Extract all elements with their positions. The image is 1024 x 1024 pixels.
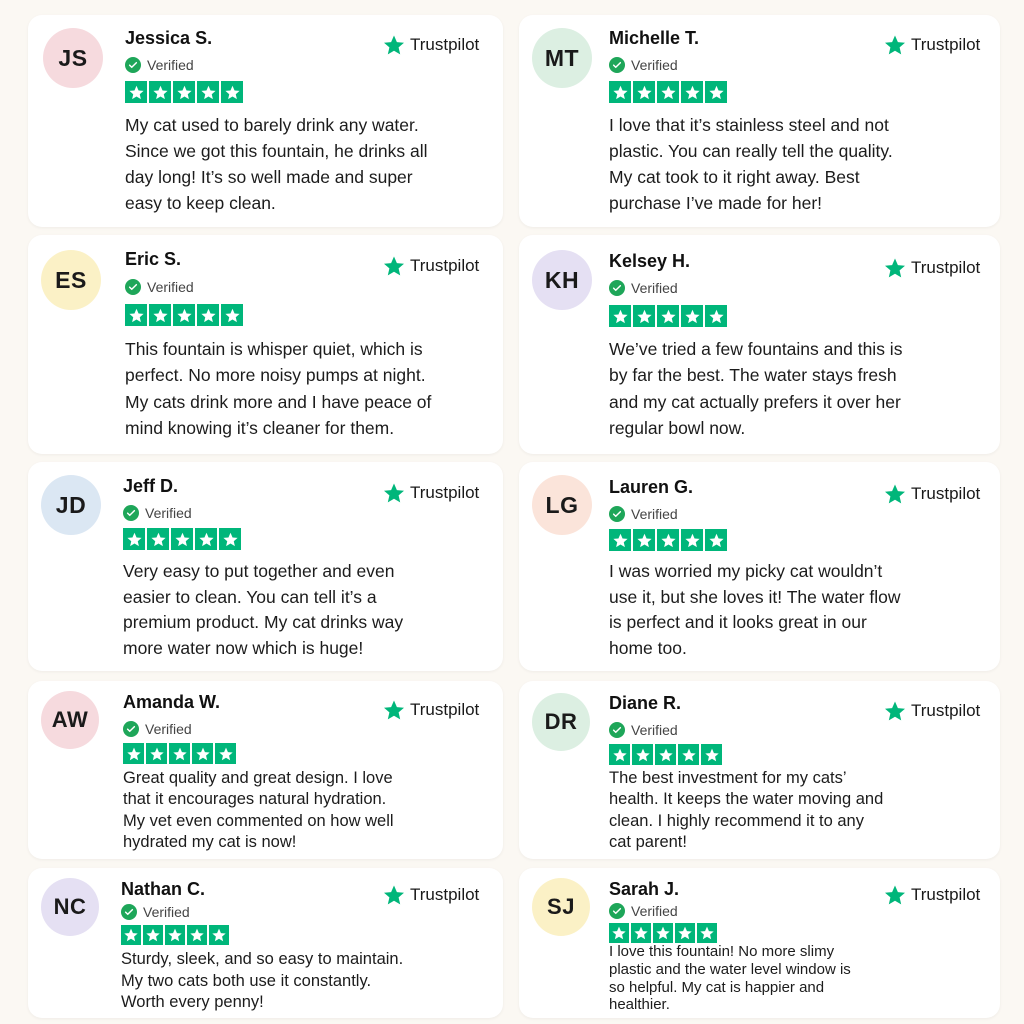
star-icon: [657, 305, 679, 327]
avatar: JD: [41, 475, 101, 535]
review-line: health. It keeps the water moving and: [609, 790, 884, 809]
verified-label: Verified: [147, 279, 194, 295]
star-icon: [192, 743, 213, 764]
review-text: [125, 112, 428, 216]
review-text: [609, 559, 900, 662]
review-text: [123, 559, 403, 662]
verified-badge: [609, 903, 678, 919]
star-icon: [675, 923, 695, 943]
verified-label: Verified: [145, 721, 192, 737]
star-icon: [678, 744, 699, 765]
star-icon: [705, 529, 727, 551]
trustpilot-label: Trustpilot: [911, 701, 981, 720]
reviewer-name: Michelle T.: [609, 28, 700, 48]
check-circle-icon: [609, 506, 625, 522]
verified-label: Verified: [147, 57, 194, 73]
avatar: NC: [41, 878, 99, 936]
star-rating: [123, 528, 241, 550]
star-icon: [657, 529, 679, 551]
review-text: [609, 336, 902, 441]
review-line: I love that it’s stainless steel and not: [609, 115, 889, 135]
verified-label: Verified: [631, 722, 678, 738]
review-line: regular bowl now.: [609, 417, 746, 438]
trustpilot-star-icon: [883, 33, 907, 57]
review-line: My vet even commented on how well: [123, 811, 394, 830]
verified-badge: [125, 57, 194, 73]
check-circle-icon: [609, 57, 625, 73]
star-icon: [197, 81, 219, 103]
check-circle-icon: [125, 279, 141, 295]
star-icon: [681, 305, 703, 327]
review-line: My cat took to it right away. Best: [609, 167, 860, 187]
review-line: home too.: [609, 638, 687, 659]
verified-label: Verified: [631, 280, 678, 296]
trustpilot-label: Trustpilot: [911, 885, 981, 904]
trustpilot-star-icon: [883, 256, 907, 280]
trustpilot-star-icon: [883, 883, 907, 907]
review-line: Sturdy, sleek, and so easy to maintain.: [121, 950, 404, 968]
trustpilot-star-icon: [883, 482, 907, 506]
check-circle-icon: [609, 280, 625, 296]
trustpilot-star-icon: [382, 698, 406, 722]
star-rating: [609, 529, 727, 551]
trustpilot-label: Trustpilot: [410, 700, 480, 719]
check-circle-icon: [123, 505, 139, 521]
trustpilot-star-icon: [382, 883, 406, 907]
trustpilot-logo: [883, 256, 980, 280]
avatar: LG: [532, 475, 592, 535]
reviewer-name: Jeff D.: [123, 476, 179, 496]
verified-label: Verified: [631, 506, 678, 522]
star-icon: [146, 743, 167, 764]
review-text: [609, 768, 883, 853]
star-icon: [125, 81, 147, 103]
check-circle-icon: [125, 57, 141, 73]
star-icon: [143, 925, 163, 945]
reviewer-name: Nathan C.: [121, 879, 206, 899]
review-line: Since we got this fountain, he drinks all: [125, 141, 428, 161]
trustpilot-logo: [883, 883, 980, 907]
star-rating: [125, 304, 243, 326]
star-icon: [221, 81, 243, 103]
review-line: and my cat actually prefers it over her: [609, 391, 901, 412]
trustpilot-label: Trustpilot: [410, 256, 480, 275]
trustpilot-logo: [883, 33, 980, 57]
verified-badge: [123, 721, 192, 737]
trustpilot-star-icon: [883, 699, 907, 723]
star-rating: [609, 923, 717, 943]
trustpilot-logo: [382, 698, 479, 722]
review-line: easy to keep clean.: [125, 193, 276, 213]
review-line: plastic. You can really tell the quality.: [609, 141, 893, 161]
review-line: cat parent!: [609, 832, 687, 851]
review-line: easier to clean. You can tell it’s a: [123, 586, 377, 607]
star-icon: [215, 743, 236, 764]
avatar: ES: [41, 250, 101, 310]
star-icon: [705, 305, 727, 327]
star-rating: [125, 81, 243, 103]
avatar: MT: [532, 28, 592, 88]
review-text: [609, 943, 851, 1014]
star-icon: [209, 925, 229, 945]
avatar: DR: [532, 693, 590, 751]
review-line: mind knowing it’s cleaner for them.: [125, 417, 395, 438]
star-icon: [697, 923, 717, 943]
review-line: I love this fountain! No more slimy: [609, 943, 835, 960]
star-icon: [149, 81, 171, 103]
review-line: purchase I’ve made for her!: [609, 193, 823, 213]
review-line: is perfect and it looks great in our: [609, 612, 867, 633]
star-icon: [187, 925, 207, 945]
review-line: premium product. My cat drinks way: [123, 612, 404, 633]
check-circle-icon: [609, 722, 625, 738]
check-circle-icon: [121, 904, 137, 920]
check-circle-icon: [609, 903, 625, 919]
trustpilot-star-icon: [382, 33, 406, 57]
star-icon: [609, 529, 631, 551]
review-text: [125, 336, 431, 441]
star-icon: [609, 81, 631, 103]
star-icon: [705, 81, 727, 103]
star-icon: [125, 304, 147, 326]
review-line: My two cats both use it constantly.: [121, 971, 372, 990]
star-rating: [121, 925, 229, 945]
star-icon: [219, 528, 241, 550]
trustpilot-logo: [382, 33, 479, 57]
trustpilot-star-icon: [382, 481, 406, 505]
review-line: Worth every penny!: [121, 993, 264, 1012]
star-icon: [653, 923, 673, 943]
review-line: use it, but she loves it! The water flow: [609, 586, 901, 607]
verified-badge: [125, 279, 194, 295]
verified-badge: [609, 57, 678, 73]
star-icon: [147, 528, 169, 550]
reviewer-name: Diane R.: [609, 693, 682, 713]
star-rating: [123, 743, 236, 764]
star-icon: [173, 81, 195, 103]
star-icon: [633, 529, 655, 551]
review-line: My cats drink more and I have peace of: [125, 391, 432, 412]
avatar: KH: [532, 250, 592, 310]
star-rating: [609, 305, 727, 327]
verified-badge: [123, 505, 192, 521]
trustpilot-label: Trustpilot: [911, 484, 981, 503]
star-icon: [609, 744, 630, 765]
review-line: hydrated my cat is now!: [123, 832, 297, 851]
star-icon: [123, 743, 144, 764]
star-icon: [609, 305, 631, 327]
review-line: This fountain is whisper quiet, which is: [125, 339, 423, 359]
review-line: Very easy to put together and even: [123, 561, 395, 581]
review-line: Great quality and great design. I love: [123, 769, 393, 787]
review-line: by far the best. The water stays fresh: [609, 365, 897, 386]
star-icon: [173, 304, 195, 326]
verified-badge: [609, 506, 678, 522]
star-icon: [657, 81, 679, 103]
review-line: The best investment for my cats’: [609, 769, 847, 787]
avatar: AW: [41, 691, 99, 749]
star-icon: [195, 528, 217, 550]
star-icon: [121, 925, 141, 945]
review-line: We’ve tried a few fountains and this is: [609, 339, 903, 359]
trustpilot-label: Trustpilot: [911, 258, 981, 277]
review-line: healthier.: [609, 996, 670, 1014]
trustpilot-label: Trustpilot: [410, 885, 480, 904]
review-text: [609, 112, 893, 216]
trustpilot-label: Trustpilot: [410, 35, 480, 54]
star-icon: [655, 744, 676, 765]
star-rating: [609, 81, 727, 103]
star-icon: [149, 304, 171, 326]
avatar: JS: [43, 28, 103, 88]
trustpilot-star-icon: [382, 254, 406, 278]
verified-badge: [609, 722, 678, 738]
star-icon: [633, 305, 655, 327]
reviewer-name: Sarah J.: [609, 879, 680, 899]
star-icon: [197, 304, 219, 326]
star-icon: [169, 743, 190, 764]
trustpilot-logo: [382, 254, 479, 278]
star-icon: [632, 744, 653, 765]
trustpilot-logo: [382, 883, 479, 907]
reviewer-name: Kelsey H.: [609, 251, 691, 271]
review-text: [121, 949, 403, 1014]
trustpilot-logo: [883, 699, 980, 723]
verified-label: Verified: [631, 903, 678, 919]
reviewer-name: Amanda W.: [123, 692, 221, 712]
review-line: My cat used to barely drink any water.: [125, 115, 419, 135]
star-icon: [609, 923, 629, 943]
star-icon: [701, 744, 722, 765]
trustpilot-logo: [382, 481, 479, 505]
star-icon: [123, 528, 145, 550]
star-icon: [633, 81, 655, 103]
star-icon: [681, 529, 703, 551]
reviewer-name: Jessica S.: [125, 28, 213, 48]
star-icon: [165, 925, 185, 945]
review-line: I was worried my picky cat wouldn’t: [609, 561, 883, 581]
review-line: clean. I highly recommend it to any: [609, 811, 864, 830]
check-circle-icon: [123, 721, 139, 737]
avatar: SJ: [532, 878, 590, 936]
review-line: that it encourages natural hydration.: [123, 790, 387, 809]
trustpilot-logo: [883, 482, 980, 506]
star-icon: [221, 304, 243, 326]
verified-label: Verified: [631, 57, 678, 73]
review-line: plastic and the water level window is: [609, 960, 851, 978]
review-text: [123, 768, 394, 853]
review-line: so helpful. My cat is happier and: [609, 978, 825, 996]
review-line: perfect. No more noisy pumps at night.: [125, 365, 426, 386]
trustpilot-label: Trustpilot: [911, 35, 981, 54]
review-line: more water now which is huge!: [123, 638, 364, 659]
review-line: day long! It’s so well made and super: [125, 167, 413, 187]
trustpilot-label: Trustpilot: [410, 483, 480, 502]
verified-badge: [609, 280, 678, 296]
verified-badge: [121, 904, 190, 920]
star-icon: [171, 528, 193, 550]
verified-label: Verified: [145, 505, 192, 521]
star-icon: [631, 923, 651, 943]
star-rating: [609, 744, 722, 765]
reviewer-name: Lauren G.: [609, 477, 694, 497]
verified-label: Verified: [143, 904, 190, 920]
star-icon: [681, 81, 703, 103]
reviewer-name: Eric S.: [125, 249, 182, 269]
